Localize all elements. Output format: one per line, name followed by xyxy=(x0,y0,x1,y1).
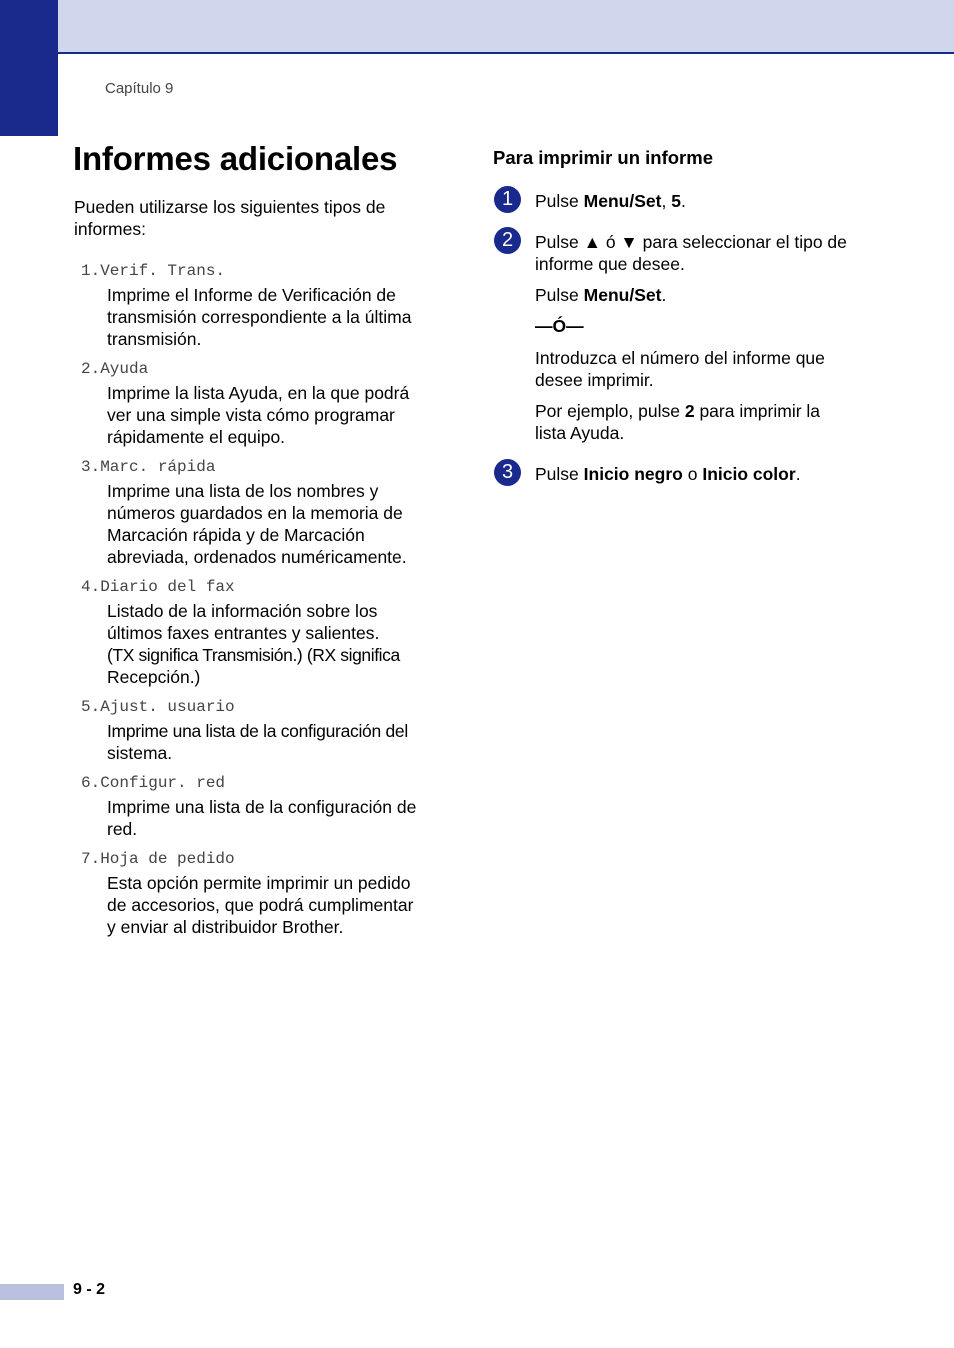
key-label: 2 xyxy=(684,401,695,421)
step-line: Pulse ▲ ó ▼ para seleccionar el tipo de xyxy=(535,232,847,252)
page-title: Informes adicionales xyxy=(73,140,398,177)
step-line xyxy=(535,400,875,422)
report-code: 4.Diario del fax xyxy=(81,578,235,596)
report-line: abreviada, ordenados numéricamente. xyxy=(107,547,407,567)
step-2-confirm xyxy=(535,284,875,306)
step-1-text xyxy=(535,190,875,212)
key-label: Inicio negro xyxy=(583,464,683,484)
report-code: 2.Ayuda xyxy=(81,360,149,378)
header-band xyxy=(0,0,954,54)
step-2-example xyxy=(535,400,875,444)
report-line: Esta opción permite imprimir un pedido xyxy=(107,873,411,893)
report-code: 1.Verif. Trans. xyxy=(81,262,226,280)
step-line xyxy=(535,463,875,485)
report-line: ver una simple vista cómo programar xyxy=(107,405,395,425)
report-line: números guardados en la memoria de xyxy=(107,503,403,523)
report-description xyxy=(107,796,437,840)
report-code: 7.Hoja de pedido xyxy=(81,850,235,868)
report-line: Imprime una lista de la configuración de xyxy=(107,797,417,817)
step-number-3: 3 xyxy=(494,459,521,486)
text-run: Pulse xyxy=(535,464,579,484)
report-line: de accesorios, que podrá cumplimentar xyxy=(107,895,414,915)
text-run: Pulse xyxy=(535,191,579,211)
report-line: transmisión correspondiente a la última xyxy=(107,307,412,327)
text-run: . xyxy=(795,464,801,484)
step-2-text xyxy=(535,231,875,275)
report-line: y enviar al distribuidor Brother. xyxy=(107,917,344,937)
report-line: transmisión. xyxy=(107,329,202,349)
intro-line: informes: xyxy=(74,219,146,239)
report-line: red. xyxy=(107,819,138,839)
chapter-tab xyxy=(0,0,58,136)
step-line: desee imprimir. xyxy=(535,370,654,390)
report-line: Recepción.) xyxy=(107,667,201,687)
report-line: Imprime la lista Ayuda, en la que podrá xyxy=(107,383,410,403)
report-line: rápidamente el equipo. xyxy=(107,427,286,447)
report-code: 5.Ajust. usuario xyxy=(81,698,235,716)
step-line: informe que desee. xyxy=(535,254,685,274)
text-run: Por ejemplo, pulse xyxy=(535,401,680,421)
step-line: lista Ayuda. xyxy=(535,423,625,443)
step-3-text xyxy=(535,463,875,485)
step-2-alternative xyxy=(535,347,875,391)
report-line: (TX significa Transmisión.) (RX significa xyxy=(107,645,400,665)
chapter-label: Capítulo 9 xyxy=(105,80,174,97)
report-description xyxy=(107,872,437,938)
report-line: Imprime el Informe de Verificación de xyxy=(107,285,396,305)
section-heading: Para imprimir un informe xyxy=(493,147,713,168)
step-line: Introduzca el número del informe que xyxy=(535,348,825,368)
report-line: sistema. xyxy=(107,743,173,763)
report-code: 3.Marc. rápida xyxy=(81,458,216,476)
or-separator: —Ó— xyxy=(535,316,584,336)
step-line xyxy=(535,190,875,212)
step-number-2: 2 xyxy=(494,227,521,254)
key-label: Inicio color xyxy=(702,464,796,484)
report-line: Imprime una lista de la configuración del xyxy=(107,721,408,741)
report-description xyxy=(107,382,437,448)
report-line: Marcación rápida y de Marcación xyxy=(107,525,365,545)
key-label: Menu/Set xyxy=(583,191,662,211)
text-run: Pulse xyxy=(535,285,579,305)
text-run: o xyxy=(687,464,698,484)
footer-bar xyxy=(0,1284,64,1300)
report-line: últimos faxes entrantes y salientes. xyxy=(107,623,380,643)
intro-line: Pueden utilizarse los siguientes tipos de xyxy=(74,197,386,217)
step-line xyxy=(535,284,875,306)
key-label: 5 xyxy=(671,191,681,211)
text-run: para imprimir la xyxy=(699,401,821,421)
text-run: , xyxy=(661,191,667,211)
report-description xyxy=(107,600,437,688)
report-code: 6.Configur. red xyxy=(81,774,226,792)
report-line: Imprime una lista de los nombres y xyxy=(107,481,379,501)
report-line: Listado de la información sobre los xyxy=(107,601,378,621)
page-number: 9 - 2 xyxy=(73,1281,106,1298)
report-description xyxy=(107,284,437,350)
report-description xyxy=(107,720,437,764)
key-label: Menu/Set xyxy=(583,285,662,305)
step-number-1: 1 xyxy=(494,186,521,213)
text-run: . xyxy=(680,191,686,211)
text-run: . xyxy=(661,285,667,305)
report-description xyxy=(107,480,437,568)
intro-text xyxy=(74,196,424,240)
